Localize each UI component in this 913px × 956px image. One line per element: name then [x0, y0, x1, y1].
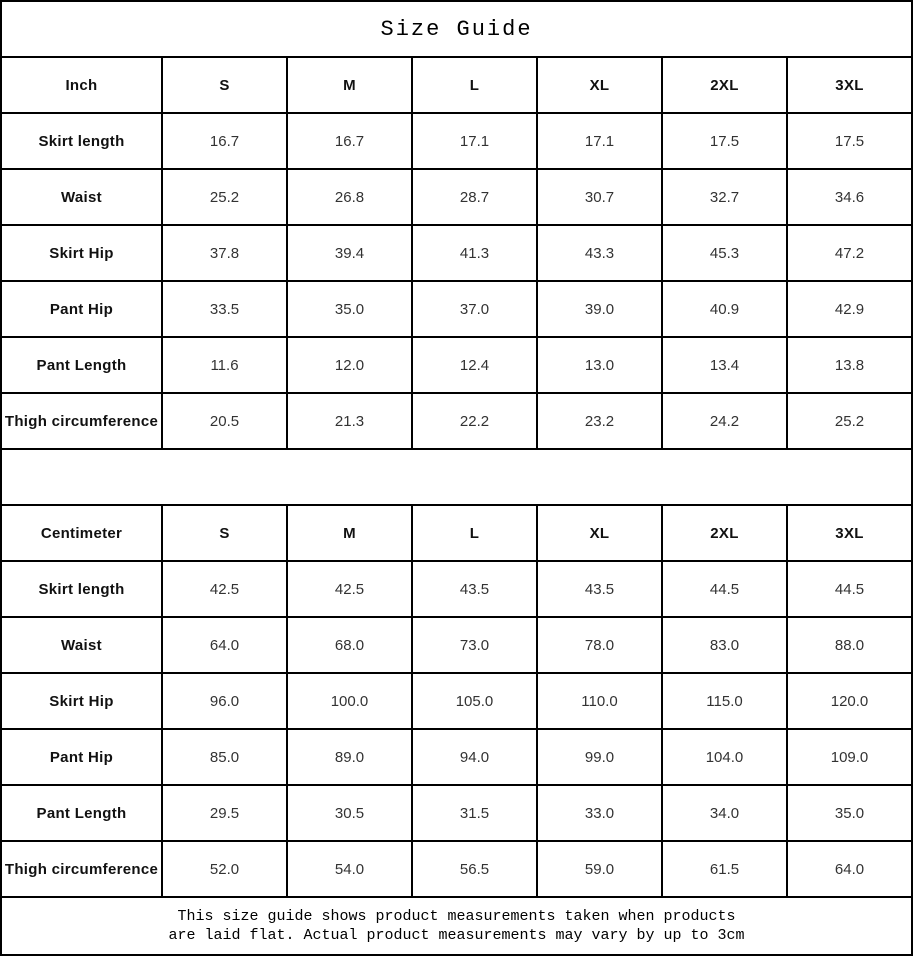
value-cell: 17.1: [537, 113, 662, 169]
row-label-cell: Thigh circumference: [1, 393, 162, 449]
value-cell: 43.3: [537, 225, 662, 281]
unit-header-cell: Centimeter: [1, 505, 162, 561]
table-row: [1, 337, 912, 393]
value-cell: 32.7: [662, 169, 787, 225]
value-cell: 33.0: [537, 785, 662, 841]
value-cell: 42.5: [162, 561, 287, 617]
row-label-cell: Thigh circumference: [1, 841, 162, 897]
table-row: [1, 729, 912, 785]
header-row-inch: [1, 57, 912, 113]
value-cell: 12.4: [412, 337, 537, 393]
table-row: [1, 281, 912, 337]
value-cell: 24.2: [662, 393, 787, 449]
value-cell: 35.0: [787, 785, 912, 841]
row-label-cell: Pant Hip: [1, 729, 162, 785]
row-label-cell: Skirt Hip: [1, 673, 162, 729]
row-label-cell: Waist: [1, 617, 162, 673]
value-cell: 54.0: [287, 841, 412, 897]
title-row: [1, 1, 912, 57]
value-cell: 115.0: [662, 673, 787, 729]
value-cell: 42.9: [787, 281, 912, 337]
size-header-cell: S: [162, 57, 287, 113]
table-separator-cell: [1, 449, 912, 505]
table-separator-row: [1, 449, 912, 505]
value-cell: 110.0: [537, 673, 662, 729]
value-cell: 64.0: [787, 841, 912, 897]
size-header-cell: L: [412, 57, 537, 113]
value-cell: 52.0: [162, 841, 287, 897]
table-row: [1, 841, 912, 897]
value-cell: 16.7: [162, 113, 287, 169]
value-cell: 45.3: [662, 225, 787, 281]
size-header-cell: S: [162, 505, 287, 561]
table-row: [1, 225, 912, 281]
footer-note: [1, 897, 912, 955]
size-header-cell: M: [287, 505, 412, 561]
value-cell: 47.2: [787, 225, 912, 281]
size-header-cell: 2XL: [662, 57, 787, 113]
footer-note-line2: are laid flat. Actual product measurements may vary by up to 3cm: [168, 927, 745, 944]
footer-note-line1: This size guide shows product measurements taken when products: [177, 908, 736, 925]
size-header-cell: 3XL: [787, 57, 912, 113]
value-cell: 104.0: [662, 729, 787, 785]
value-cell: 12.0: [287, 337, 412, 393]
value-cell: 56.5: [412, 841, 537, 897]
value-cell: 34.6: [787, 169, 912, 225]
value-cell: 99.0: [537, 729, 662, 785]
row-label-cell: Waist: [1, 169, 162, 225]
size-header-cell: 2XL: [662, 505, 787, 561]
table-row: [1, 673, 912, 729]
size-header-cell: L: [412, 505, 537, 561]
value-cell: 43.5: [537, 561, 662, 617]
footer-row: [1, 897, 912, 955]
value-cell: 78.0: [537, 617, 662, 673]
value-cell: 16.7: [287, 113, 412, 169]
value-cell: 96.0: [162, 673, 287, 729]
size-header-cell: XL: [537, 57, 662, 113]
value-cell: 25.2: [162, 169, 287, 225]
size-table-body: [1, 1, 912, 955]
value-cell: 33.5: [162, 281, 287, 337]
value-cell: 37.8: [162, 225, 287, 281]
value-cell: 13.4: [662, 337, 787, 393]
value-cell: 39.0: [537, 281, 662, 337]
value-cell: 100.0: [287, 673, 412, 729]
value-cell: 89.0: [287, 729, 412, 785]
size-header-cell: M: [287, 57, 412, 113]
value-cell: 109.0: [787, 729, 912, 785]
value-cell: 73.0: [412, 617, 537, 673]
row-label-cell: Skirt Hip: [1, 225, 162, 281]
value-cell: 28.7: [412, 169, 537, 225]
value-cell: 13.0: [537, 337, 662, 393]
value-cell: 88.0: [787, 617, 912, 673]
value-cell: 20.5: [162, 393, 287, 449]
value-cell: 21.3: [287, 393, 412, 449]
value-cell: 17.5: [787, 113, 912, 169]
value-cell: 120.0: [787, 673, 912, 729]
value-cell: 85.0: [162, 729, 287, 785]
value-cell: 37.0: [412, 281, 537, 337]
row-label-cell: Skirt length: [1, 113, 162, 169]
table-row: [1, 617, 912, 673]
value-cell: 17.1: [412, 113, 537, 169]
value-cell: 25.2: [787, 393, 912, 449]
value-cell: 30.5: [287, 785, 412, 841]
value-cell: 39.4: [287, 225, 412, 281]
value-cell: 43.5: [412, 561, 537, 617]
table-row: [1, 561, 912, 617]
row-label-cell: Pant Hip: [1, 281, 162, 337]
value-cell: 31.5: [412, 785, 537, 841]
value-cell: 44.5: [662, 561, 787, 617]
value-cell: 22.2: [412, 393, 537, 449]
size-header-cell: XL: [537, 505, 662, 561]
table-row: [1, 393, 912, 449]
value-cell: 59.0: [537, 841, 662, 897]
value-cell: 44.5: [787, 561, 912, 617]
value-cell: 41.3: [412, 225, 537, 281]
value-cell: 64.0: [162, 617, 287, 673]
table-row: [1, 169, 912, 225]
value-cell: 26.8: [287, 169, 412, 225]
value-cell: 13.8: [787, 337, 912, 393]
value-cell: 23.2: [537, 393, 662, 449]
header-row-centimeter: [1, 505, 912, 561]
unit-header-cell: Inch: [1, 57, 162, 113]
value-cell: 17.5: [662, 113, 787, 169]
value-cell: 11.6: [162, 337, 287, 393]
value-cell: 40.9: [662, 281, 787, 337]
row-label-cell: Pant Length: [1, 337, 162, 393]
value-cell: 68.0: [287, 617, 412, 673]
value-cell: 29.5: [162, 785, 287, 841]
value-cell: 61.5: [662, 841, 787, 897]
row-label-cell: Skirt length: [1, 561, 162, 617]
value-cell: 34.0: [662, 785, 787, 841]
value-cell: 30.7: [537, 169, 662, 225]
table-row: [1, 785, 912, 841]
value-cell: 105.0: [412, 673, 537, 729]
table-row: [1, 113, 912, 169]
value-cell: 35.0: [287, 281, 412, 337]
value-cell: 94.0: [412, 729, 537, 785]
size-header-cell: 3XL: [787, 505, 912, 561]
page-title: Size Guide: [1, 1, 912, 57]
value-cell: 83.0: [662, 617, 787, 673]
value-cell: 42.5: [287, 561, 412, 617]
row-label-cell: Pant Length: [1, 785, 162, 841]
